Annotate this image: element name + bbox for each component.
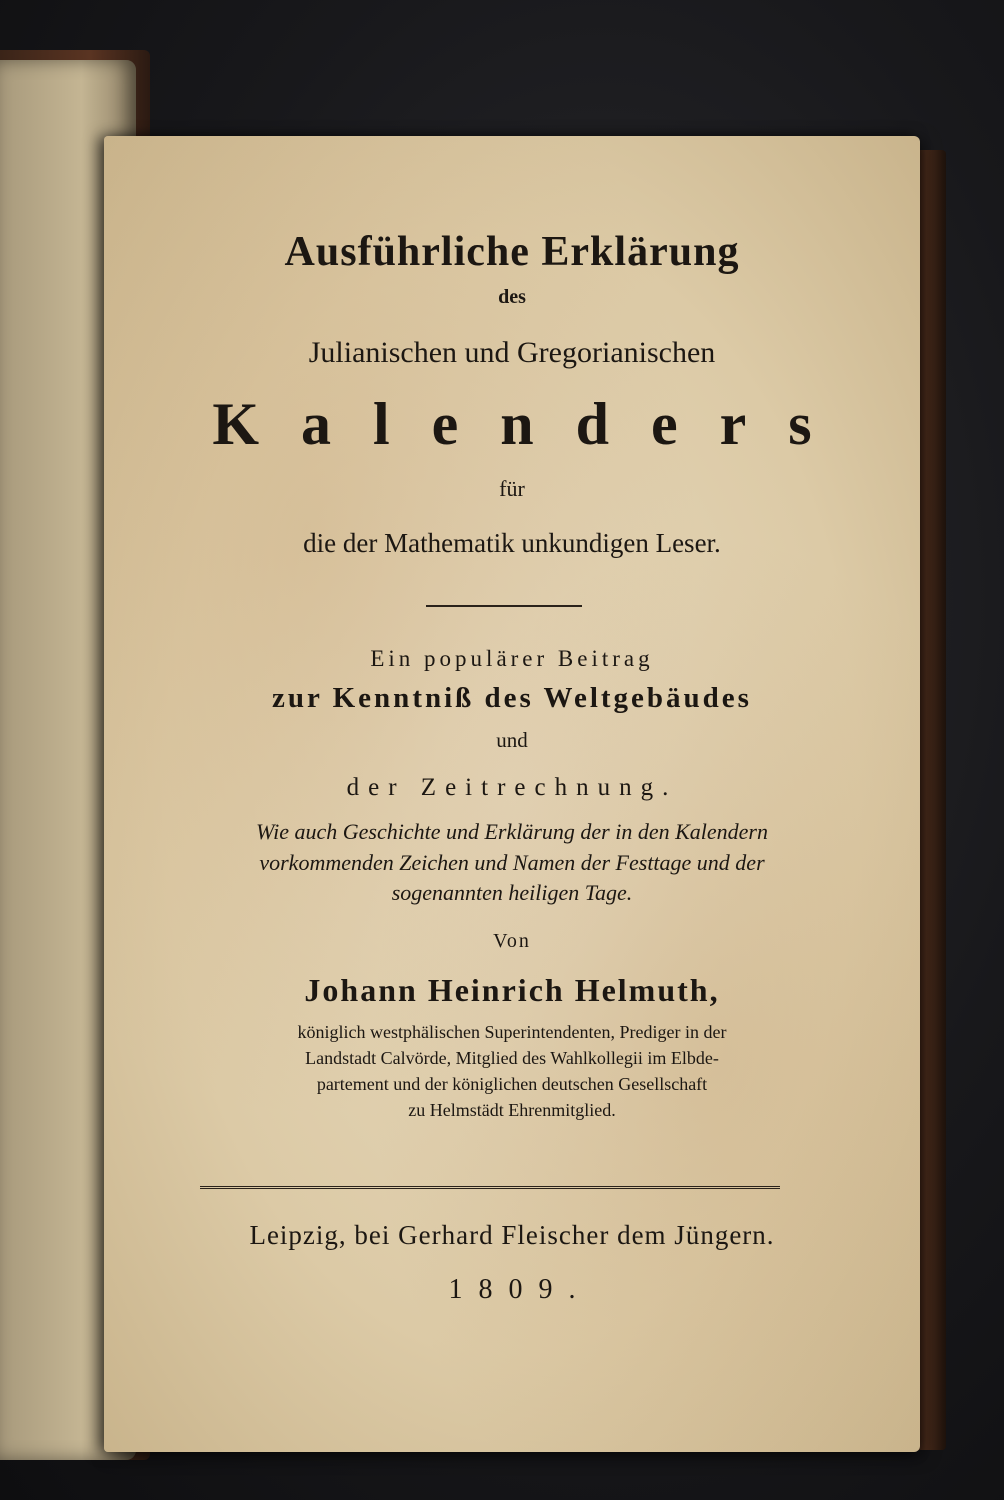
author-name: Johann Heinrich Helmuth, (304, 972, 720, 1008)
title-line-3: Julianischen und Gregorianischen (308, 336, 716, 369)
title-page (104, 136, 920, 1452)
author-role-line-4: zu Helmstädt Ehrenmitglied. (408, 1100, 616, 1120)
author-role-line-1: königlich westphälischen Superintendenten, Prediger in der (297, 1022, 727, 1042)
description-line-2: vorkommenden Zeichen und Namen der Festtage und der (259, 850, 765, 875)
title-line-2: des (498, 286, 526, 308)
publication-year: 1809. (448, 1274, 592, 1305)
title-line-5: für (499, 476, 525, 501)
double-rule (200, 1186, 780, 1189)
by-label: Von (493, 930, 531, 952)
publisher-line: Leipzig, bei Gerhard Fleischer dem Jüngern. (249, 1220, 775, 1250)
subtitle-line-4: der Zeitrechnung. (346, 774, 678, 801)
title-main-word: Kalenders (212, 391, 854, 457)
subtitle-line-2: zur Kenntniß des Weltgebäudes (272, 682, 752, 714)
subtitle-line-1: Ein populärer Beitrag (370, 646, 654, 671)
title-line-6: die der Mathematik unkundigen Leser. (303, 528, 721, 558)
subtitle-line-3: und (496, 728, 528, 752)
title-line-1: Ausführliche Erklärung (284, 229, 740, 275)
author-role-line-2: Landstadt Calvörde, Mitglied des Wahlkollegii im Elbde- (305, 1048, 719, 1068)
description-line-1: Wie auch Geschichte und Erklärung der in den Kalendern (255, 819, 768, 844)
description-line-3: sogenannten heiligen Tage. (391, 880, 633, 905)
author-role-line-3: partement und der königlichen deutschen Gesellschaft (316, 1074, 708, 1094)
divider-rule (426, 605, 582, 607)
